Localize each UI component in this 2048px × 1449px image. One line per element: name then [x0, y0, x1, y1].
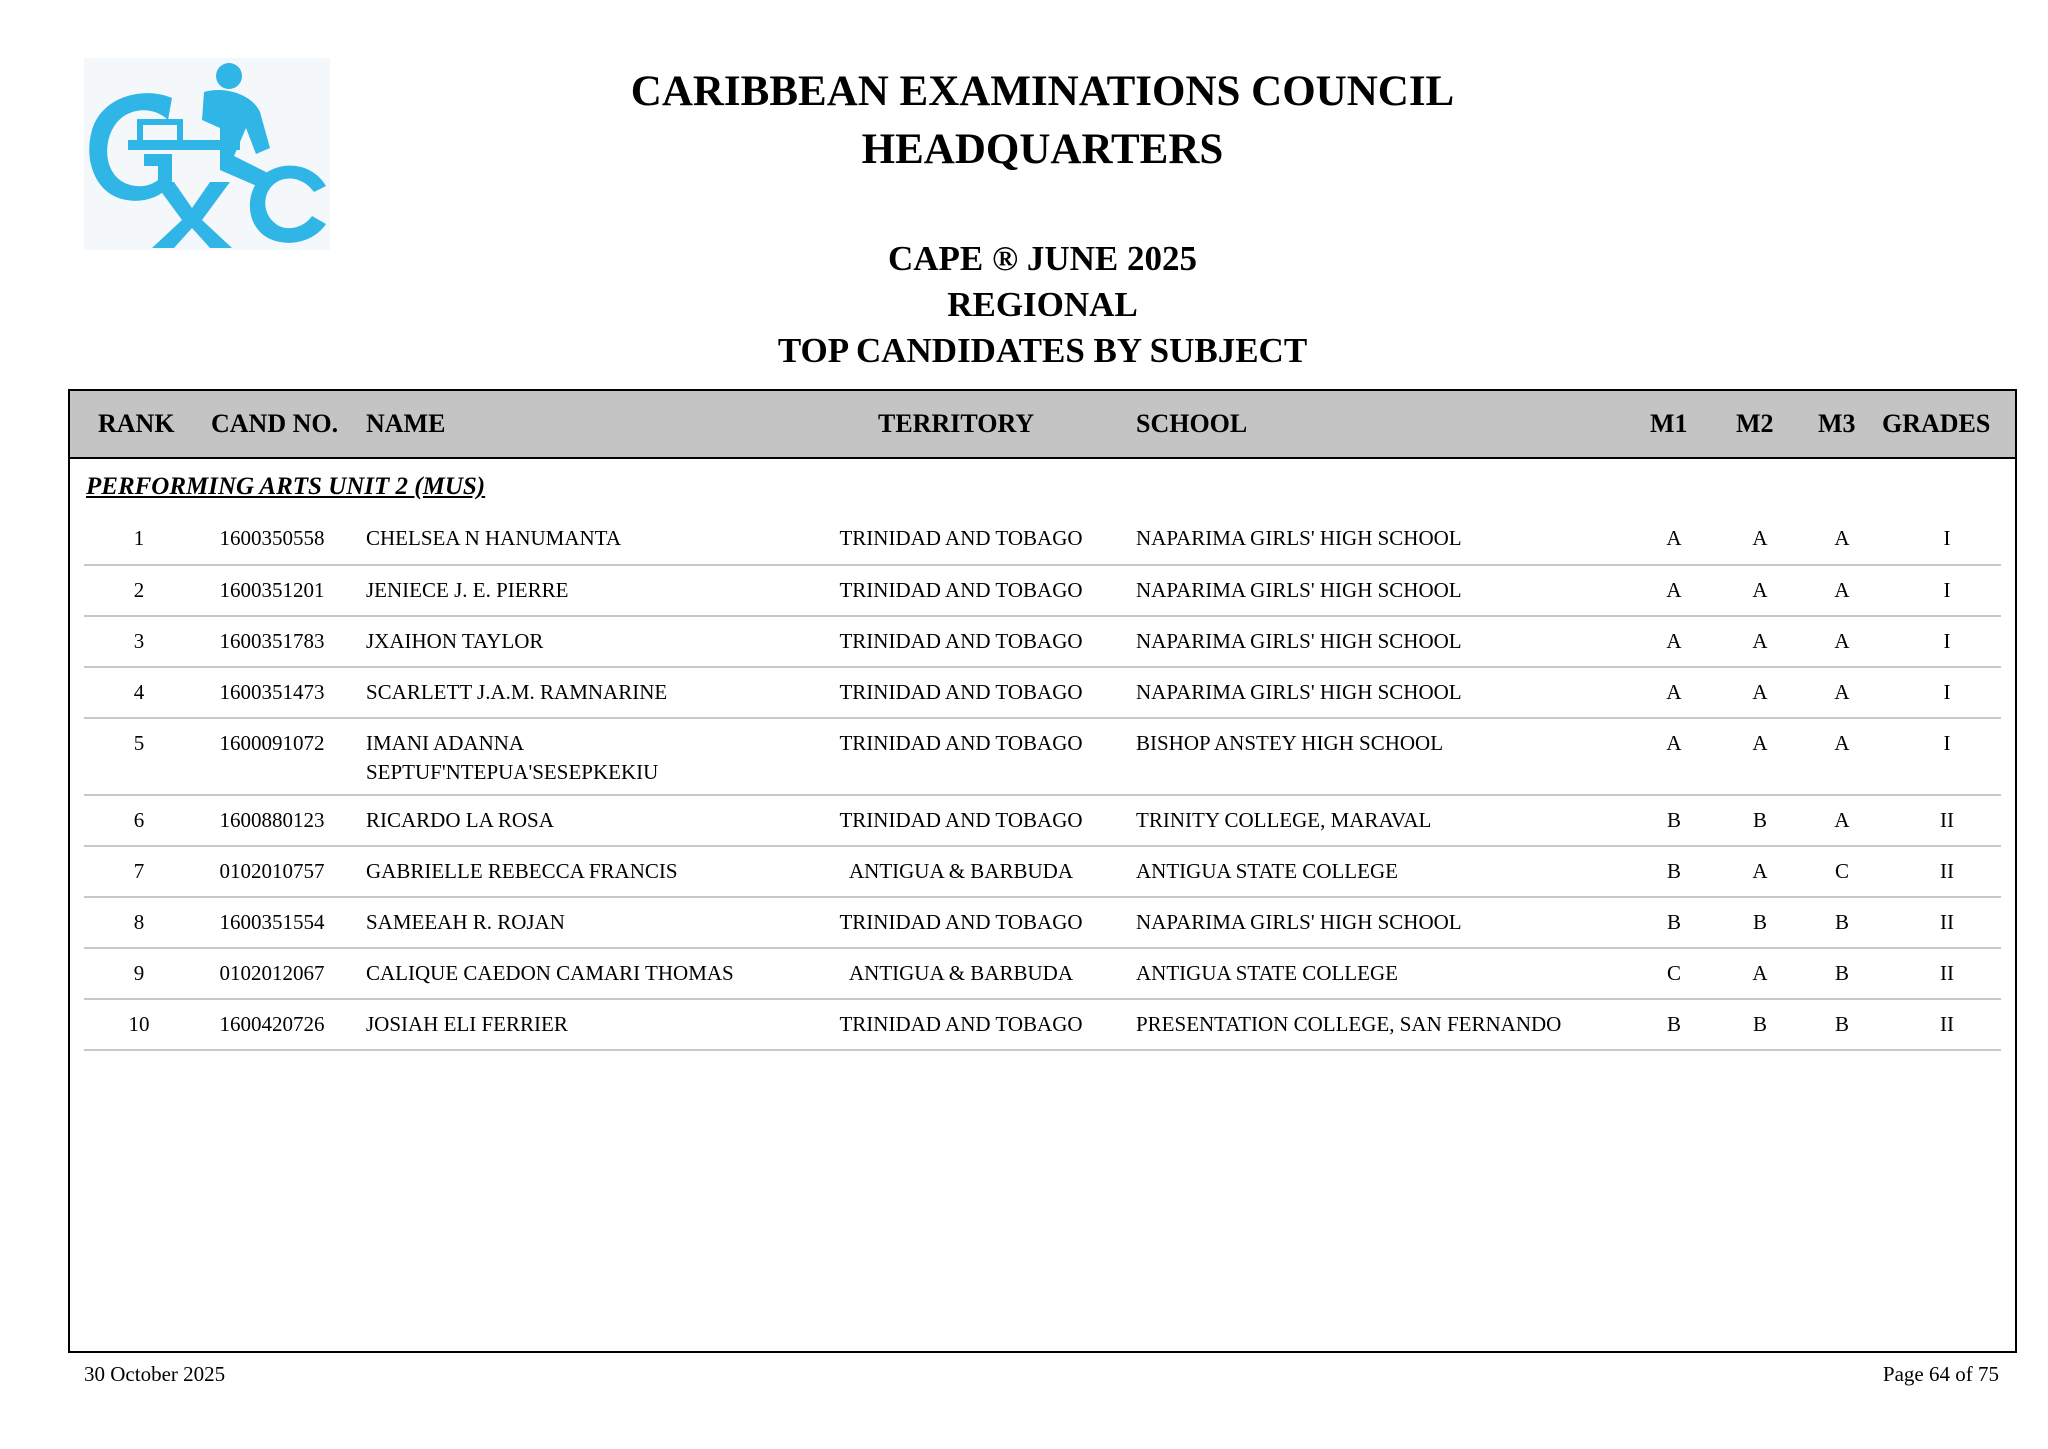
cell-school: NAPARIMA GIRLS' HIGH SCHOOL — [1136, 578, 1462, 602]
cell-rank: 9 — [133, 961, 145, 985]
col-cand-no: CAND NO. — [211, 409, 339, 438]
cell-m1: A — [1666, 731, 1682, 755]
cell-m1: C — [1666, 961, 1681, 985]
cell-m1: B — [1666, 808, 1681, 832]
cell-name: JOSIAH ELI FERRIER — [366, 1012, 568, 1036]
table-header — [70, 391, 2015, 459]
cell-name: SAMEEAH R. ROJAN — [366, 910, 565, 934]
cell-cand-no: 1600880123 — [219, 808, 325, 832]
cell-m1: A — [1666, 578, 1682, 602]
cell-m2: B — [1752, 808, 1767, 832]
cell-territory: ANTIGUA & BARBUDA — [848, 859, 1073, 883]
cell-territory: TRINIDAD AND TOBAGO — [839, 1012, 1083, 1036]
table-row — [84, 1000, 2001, 1051]
cell-territory: TRINIDAD AND TOBAGO — [839, 680, 1083, 704]
col-school: SCHOOL — [1136, 409, 1248, 438]
cell-grade: II — [1940, 1012, 1954, 1036]
cell-rank: 1 — [133, 526, 145, 550]
cell-m3: A — [1834, 808, 1850, 832]
cell-cand-no: 1600351554 — [219, 910, 325, 934]
cell-cand-no: 1600420726 — [219, 1012, 325, 1036]
cell-m3: A — [1834, 629, 1850, 653]
report-title: TOP CANDIDATES BY SUBJECT — [777, 331, 1308, 370]
cell-territory: TRINIDAD AND TOBAGO — [839, 731, 1083, 755]
table-row — [84, 617, 2001, 668]
scope-title: REGIONAL — [947, 285, 1138, 324]
cell-m3: A — [1834, 578, 1850, 602]
cell-cand-no: 1600350558 — [219, 526, 325, 550]
cell-rank: 10 — [128, 1012, 150, 1036]
cell-school: BISHOP ANSTEY HIGH SCHOOL — [1136, 731, 1444, 755]
cell-rank: 6 — [133, 808, 145, 832]
report-date: 30 October 2025 — [84, 1362, 226, 1386]
table-row — [84, 719, 2001, 796]
cell-m3: B — [1834, 961, 1849, 985]
cell-name: JXAIHON TAYLOR — [366, 629, 544, 653]
cell-name: SCARLETT J.A.M. RAMNARINE — [366, 680, 668, 704]
cell-territory: ANTIGUA & BARBUDA — [848, 961, 1073, 985]
cell-territory: TRINIDAD AND TOBAGO — [839, 910, 1083, 934]
org-subtitle: HEADQUARTERS — [861, 126, 1224, 173]
cell-territory: TRINIDAD AND TOBAGO — [839, 578, 1083, 602]
cell-school: PRESENTATION COLLEGE, SAN FERNANDO — [1136, 1012, 1562, 1036]
cell-school: NAPARIMA GIRLS' HIGH SCHOOL — [1136, 680, 1462, 704]
cell-rank: 8 — [133, 910, 145, 934]
cell-cand-no: 1600091072 — [219, 731, 325, 755]
cell-m3: B — [1834, 910, 1849, 934]
cell-territory: TRINIDAD AND TOBAGO — [839, 526, 1083, 550]
col-m1: M1 — [1650, 409, 1688, 438]
page-number: Page 64 of 75 — [1882, 1362, 1999, 1386]
cell-grade: II — [1940, 808, 1954, 832]
cell-rank: 3 — [133, 629, 145, 653]
cell-m2: A — [1752, 578, 1768, 602]
cell-grade: I — [1943, 731, 1951, 755]
cell-cand-no: 1600351201 — [219, 578, 325, 602]
cell-m1: B — [1666, 859, 1681, 883]
cell-school: ANTIGUA STATE COLLEGE — [1136, 961, 1398, 985]
cell-name: JENIECE J. E. PIERRE — [366, 578, 569, 602]
cell-territory: TRINIDAD AND TOBAGO — [839, 629, 1083, 653]
table-row — [84, 898, 2001, 949]
cell-rank: 5 — [133, 731, 145, 755]
cell-m3: B — [1834, 1012, 1849, 1036]
cell-m2: A — [1752, 629, 1768, 653]
cell-grade: I — [1943, 629, 1951, 653]
cell-m1: B — [1666, 1012, 1681, 1036]
cell-name: CALIQUE CAEDON CAMARI THOMAS — [366, 961, 734, 985]
cell-grade: I — [1943, 680, 1951, 704]
exam-title: CAPE ® JUNE 2025 — [887, 239, 1198, 278]
cell-m2: A — [1752, 859, 1768, 883]
cell-m2: A — [1752, 731, 1768, 755]
cell-territory: TRINIDAD AND TOBAGO — [839, 808, 1083, 832]
cell-m1: B — [1666, 910, 1681, 934]
cell-name: CHELSEA N HANUMANTA — [366, 526, 621, 550]
cell-name — [366, 729, 658, 787]
cell-m2: B — [1752, 1012, 1767, 1036]
cell-cand-no: 0102010757 — [219, 859, 325, 883]
cell-m2: A — [1752, 961, 1768, 985]
table-row — [84, 847, 2001, 898]
cell-rank: 7 — [133, 859, 145, 883]
org-title: CARIBBEAN EXAMINATIONS COUNCIL — [630, 68, 1455, 115]
table-row — [84, 796, 2001, 847]
table-row — [84, 668, 2001, 719]
cell-grade: II — [1940, 961, 1954, 985]
cell-name-line2: SEPTUF'NTEPUA'SESEPKEKIU — [366, 760, 659, 784]
cell-m3: A — [1834, 526, 1850, 550]
cell-m3: A — [1834, 731, 1850, 755]
cell-cand-no: 1600351473 — [219, 680, 325, 704]
col-territory: TERRITORY — [878, 409, 1035, 438]
cell-grade: II — [1940, 859, 1954, 883]
cell-rank: 2 — [133, 578, 145, 602]
cell-m2: B — [1752, 910, 1767, 934]
cell-school: NAPARIMA GIRLS' HIGH SCHOOL — [1136, 910, 1462, 934]
col-rank: RANK — [98, 409, 175, 438]
cell-m1: A — [1666, 629, 1682, 653]
cell-school: NAPARIMA GIRLS' HIGH SCHOOL — [1136, 526, 1462, 550]
col-name: NAME — [366, 409, 446, 438]
cell-m1: A — [1666, 526, 1682, 550]
cell-rank: 4 — [133, 680, 145, 704]
cell-grade: I — [1943, 526, 1951, 550]
cell-cand-no: 1600351783 — [219, 629, 325, 653]
cell-m2: A — [1752, 526, 1768, 550]
cell-school: NAPARIMA GIRLS' HIGH SCHOOL — [1136, 629, 1462, 653]
cell-name: GABRIELLE REBECCA FRANCIS — [366, 859, 678, 883]
cell-grade: II — [1940, 910, 1954, 934]
results-table — [68, 389, 2017, 1353]
cell-m3: A — [1834, 680, 1850, 704]
cell-cand-no: 0102012067 — [219, 961, 325, 985]
cell-m3: C — [1834, 859, 1849, 883]
table-row — [84, 566, 2001, 617]
subject-heading: PERFORMING ARTS UNIT 2 (MUS) — [86, 473, 486, 500]
cell-m2: A — [1752, 680, 1768, 704]
cell-name-line1: IMANI ADANNA — [366, 731, 525, 755]
cell-school: ANTIGUA STATE COLLEGE — [1136, 859, 1398, 883]
cell-grade: I — [1943, 578, 1951, 602]
cell-name: RICARDO LA ROSA — [366, 808, 554, 832]
table-row — [84, 514, 2001, 566]
cell-m1: A — [1666, 680, 1682, 704]
col-m2: M2 — [1736, 409, 1774, 438]
cell-school: TRINITY COLLEGE, MARAVAL — [1136, 808, 1432, 832]
table-row — [84, 949, 2001, 1000]
col-grades: GRADES — [1882, 409, 1991, 438]
col-m3: M3 — [1818, 409, 1856, 438]
